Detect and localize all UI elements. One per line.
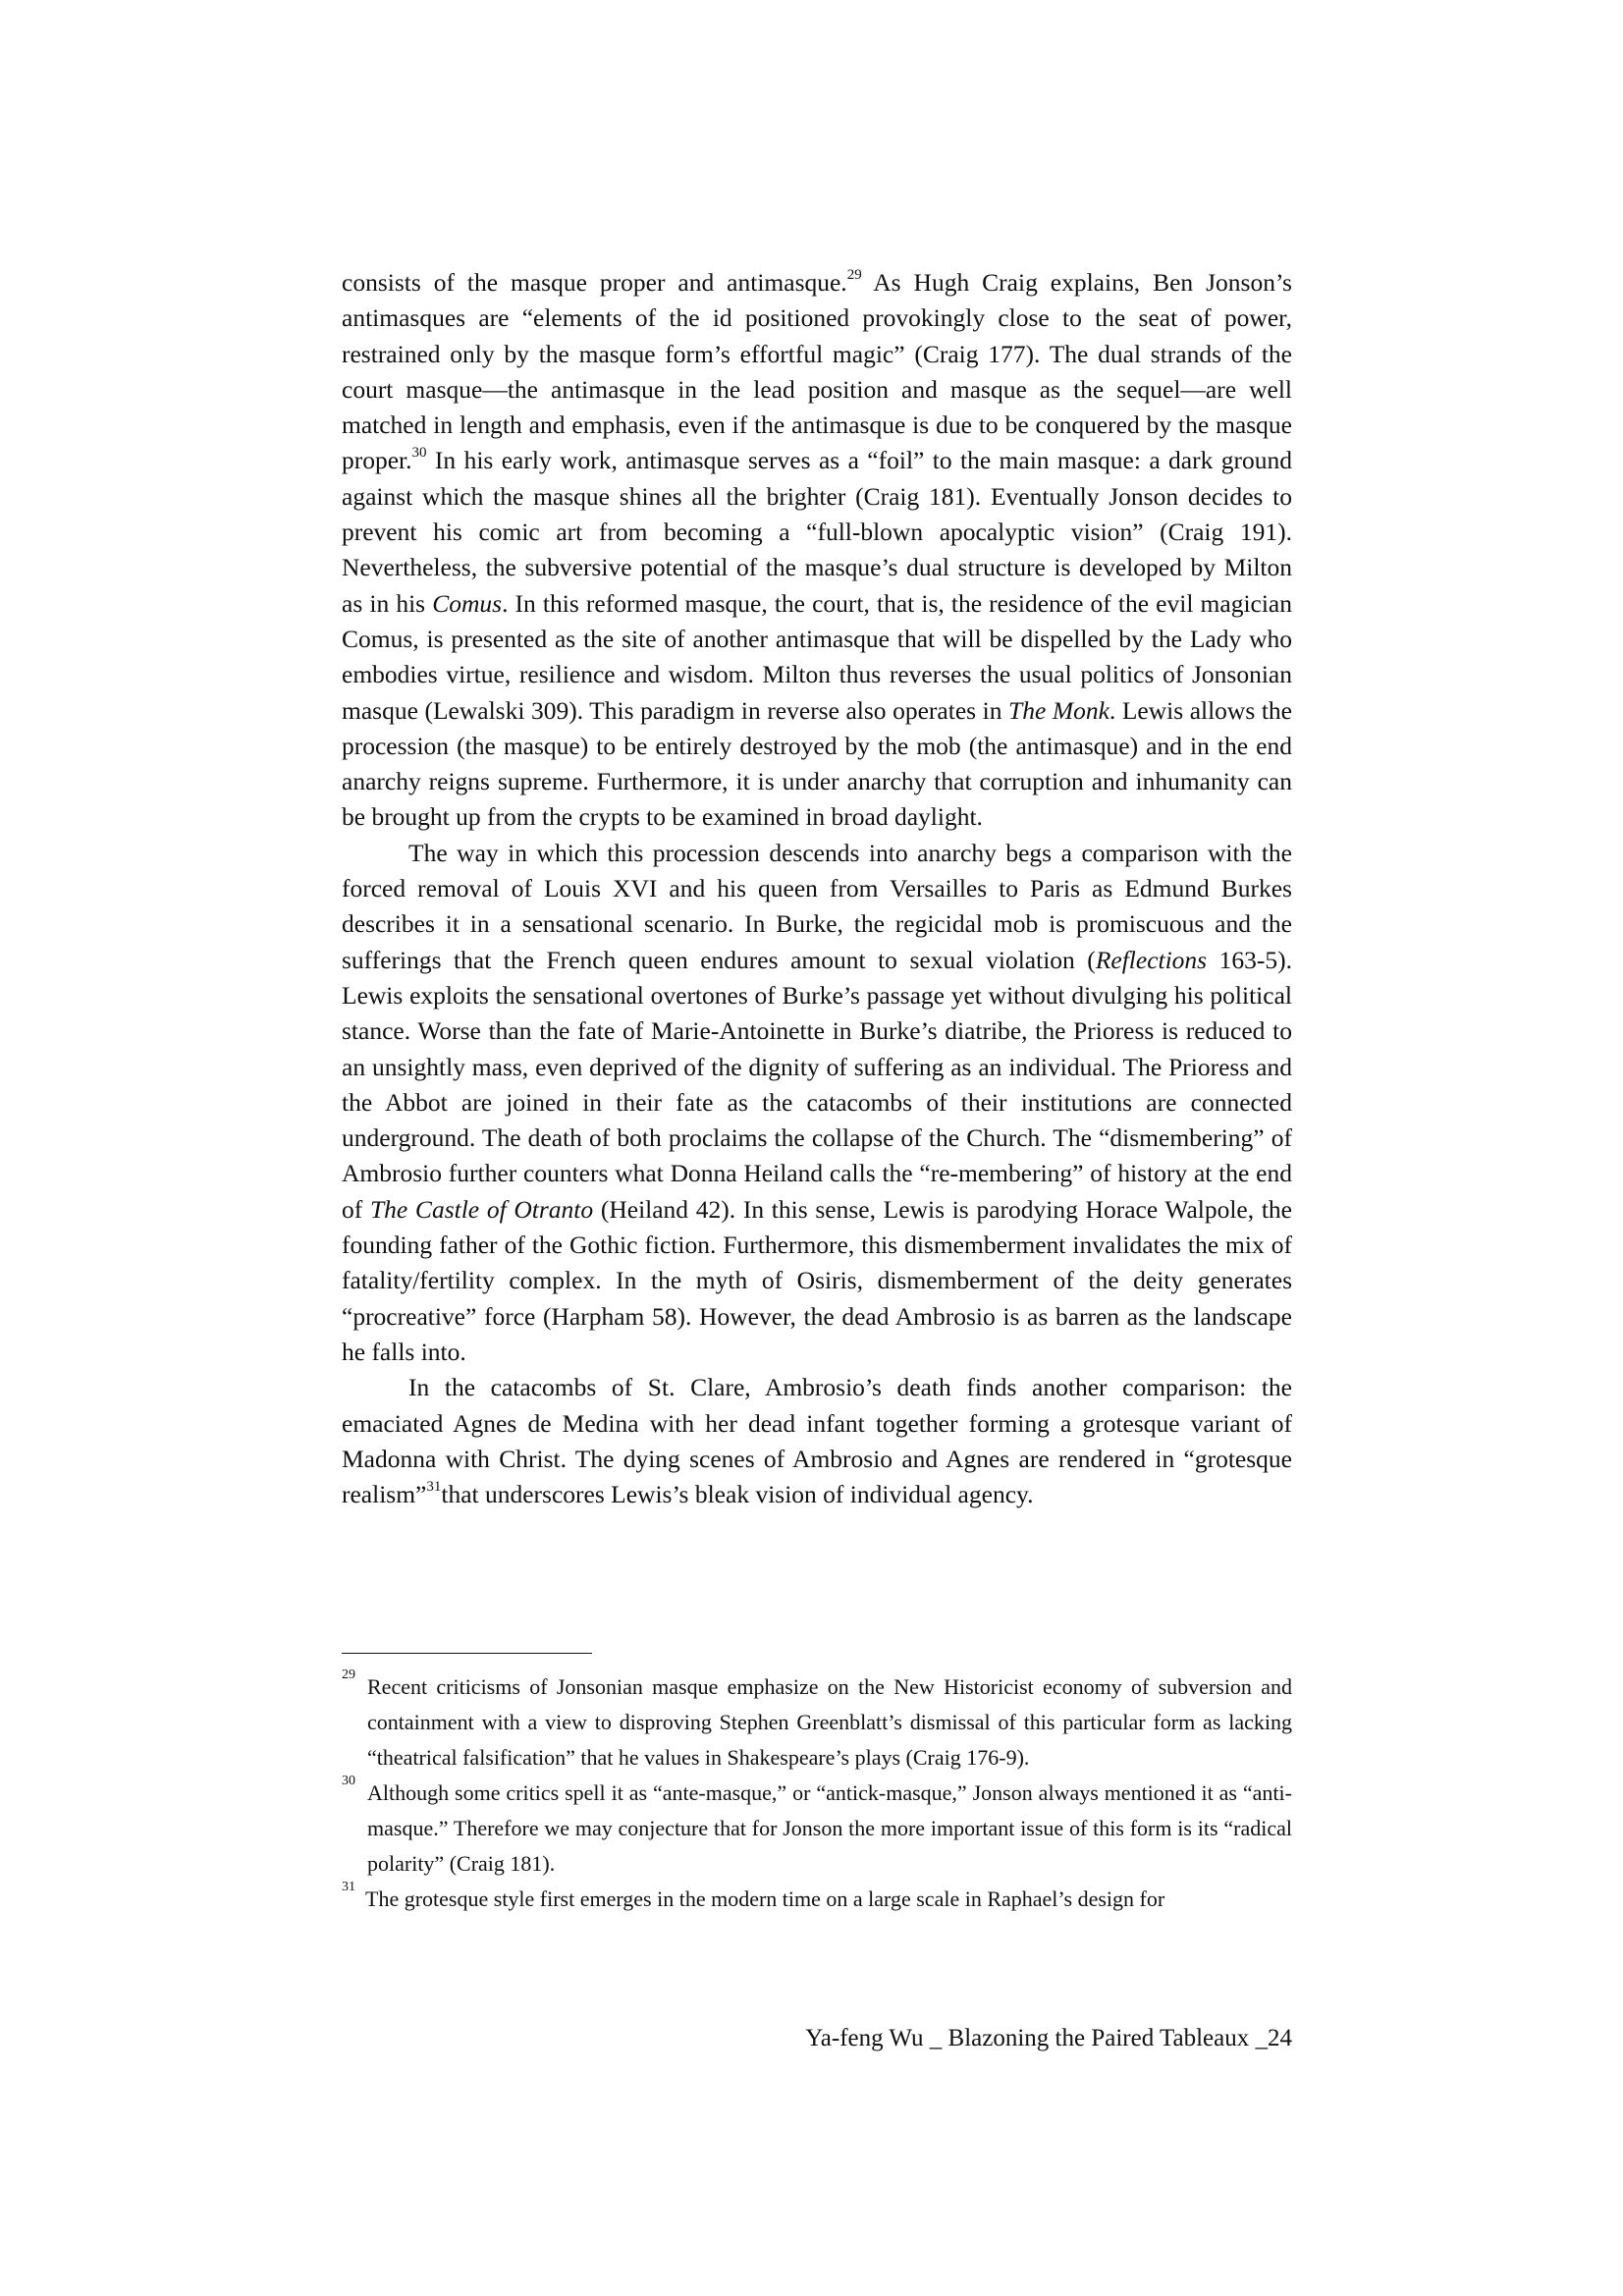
footnote-29 (342, 1669, 1292, 1776)
paragraph-1 (342, 265, 1292, 836)
footnote-31 (342, 1882, 1292, 1917)
text-run: that underscores Lewis’s bleak vision of individual agency. (441, 1480, 1034, 1509)
title-castle-of-otranto: The Castle of Otranto (369, 1194, 594, 1224)
text-run: The way in which this procession descends into anarchy begs a comparison with the forced removal of Louis XVI and his queen from Versailles to Paris as Edmund Burkes describes it in a sensational scenario. In Burke, the regicidal mob is promiscuous and the sufferings that the French queen endures amount to sexual violation ( (342, 838, 1292, 974)
text-run: As Hugh Craig explains, Ben Jonson’s antimasques are “elements of the id positioned provokingly close to the seat of power, restrained only by the masque form’s effortful magic” (Craig 177). The dual strands of the court masque—the antimasque in the lead position and masque as the sequel—are well matched in length and emphasis, even if the antimasque is due to be conquered by the masque proper. (342, 268, 1292, 475)
paragraph-3 (342, 1370, 1292, 1512)
footnotes (342, 1669, 1292, 1917)
footnote-separator (342, 1653, 592, 1654)
title-comus: Comus (432, 588, 503, 618)
text-run: In the catacombs of St. Clare, Ambrosio’s death finds another comparison: the emaciated Agnes de Medina with her dead infant together forming a grotesque variant of Madonna with Christ. The dying scenes of Ambrosio and Agnes are rendered in “grotesque realism” (342, 1373, 1292, 1509)
footnote-text: The grotesque style first emerges in the modern time on a large scale in Raphael’s design for (365, 1886, 1165, 1911)
text-run: In his early work, antimasque serves as a “foil” to the main masque: a dark ground against which the masque shines all the brighter (Craig 181). Eventually Jonson decides to prevent his comic art from becoming a “full-blown apocalyptic vision” (Craig 191). Nevertheless, the subversive potential of the masque’s dual structure is developed by Milton as in his (342, 446, 1292, 618)
title-reflections: Reflections (1095, 945, 1208, 974)
text-run: . In this reformed masque, the court, that is, the residence of the evil magician Comus, is presented as the site of another antimasque that will be dispelled by the Lady who embodies virtue, resilience and wisdom. Milton thus reverses the usual politics of Jonsonian masque (Lewalski 309). This paradigm in reverse also operates in (342, 588, 1292, 725)
footnote-ref-29[interactable]: 29 (846, 266, 862, 283)
text-run: . Lewis allows the procession (the masque) to be entirely destroyed by the mob (the antimasque) and in the end anarchy reigns supreme. Furthermore, it is under anarchy that corruption and inhumanity can be brought up from the crypts to be examined in broad daylight. (342, 695, 1292, 832)
footnote-mark: 29 (342, 1667, 355, 1682)
footnote-mark: 30 (342, 1774, 355, 1788)
text-run: consists of the masque proper and antimasque. (342, 268, 847, 297)
footnote-text: Recent criticisms of Jonsonian masque emphasize on the New Historicist economy of subversion and containment with a view to disproving Stephen Greenblatt’s dismissal of this particular form as lacking “theatrical falsification” that he values in Shakespeare’s plays (Craig 176-9). (367, 1674, 1292, 1770)
title-the-monk: The Monk (1008, 695, 1109, 725)
footnote-text: Although some critics spell it as “ante-masque,” or “antick-masque,” Jonson always mentioned it as “anti-masque.” Therefore we may conjecture that for Jonson the more important issue of this form is its “radical polarity” (Craig 181). (367, 1780, 1292, 1876)
text-run: 163-5). Lewis exploits the sensational overtones of Burke’s passage yet without divulging his political stance. Worse than the fate of Marie-Antoinette in Burke’s diatribe, the Prioress is reduced to an unsightly mass, even deprived of the dignity of suffering as an individual. The Prioress and the Abbot are joined in their fate as the catacombs of their institutions are connected underground. The death of both proclaims the collapse of the Church. The “dismembering” of Ambrosio further counters what Donna Heiland calls the “re-membering” of history at the end of (342, 945, 1292, 1224)
main-text (342, 265, 1292, 1512)
footnote-mark: 31 (342, 1880, 355, 1894)
footnote-ref-30[interactable]: 30 (411, 444, 427, 461)
text-run: (Heiland 42). In this sense, Lewis is parodying Horace Walpole, the founding father of the Gothic fiction. Furthermore, this dismemberment invalidates the mix of fatality/fertility complex. In the myth of Osiris, dismemberment of the deity generates “procreative” force (Harpham 58). However, the dead Ambrosio is as barren as the landscape he falls into. (342, 1194, 1292, 1366)
footnote-30 (342, 1776, 1292, 1882)
running-footer: Ya-feng Wu _ Blazoning the Paired Tableaux _24 (805, 2025, 1292, 2051)
footnote-ref-31[interactable]: 31 (426, 1478, 442, 1495)
paragraph-2 (342, 836, 1292, 1370)
